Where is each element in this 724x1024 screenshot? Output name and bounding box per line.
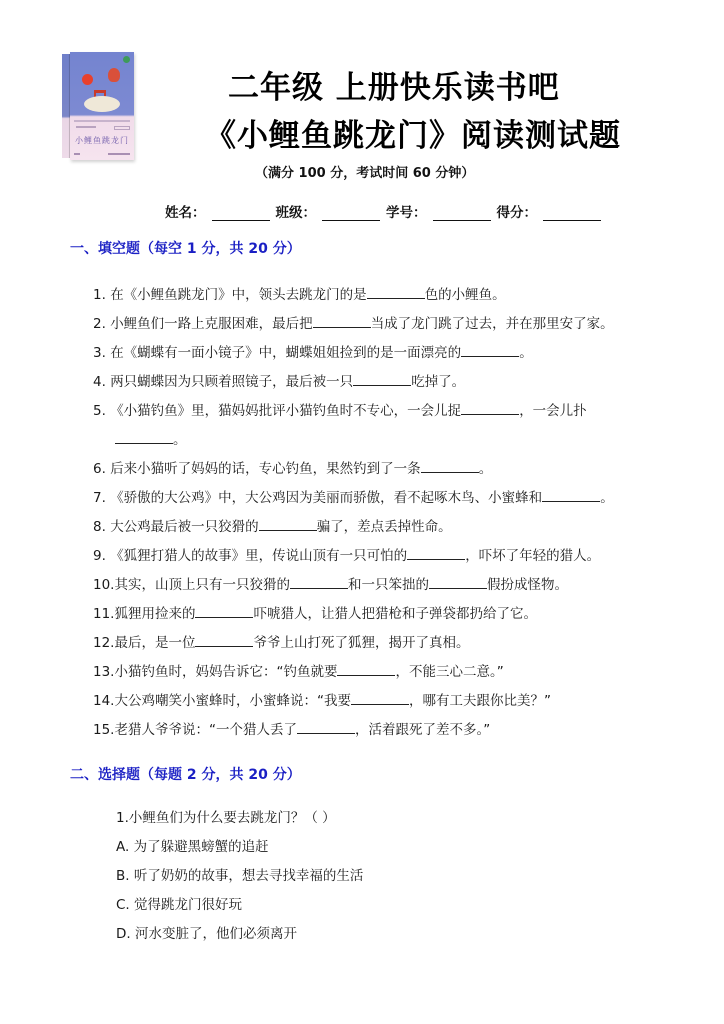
section-heading-multiple-choice: 二、选择题（每题 2 分，共 20 分） <box>70 767 301 783</box>
book-spine <box>62 54 70 158</box>
cloud-icon <box>84 96 120 112</box>
publisher-logo-icon <box>123 56 130 63</box>
fill-question-1: 1. 在《小鲤鱼跳龙门》中，领头去跳龙门的是 色的小鲤鱼。 <box>93 287 506 303</box>
answer-blank[interactable] <box>337 662 395 676</box>
score-blank[interactable] <box>543 206 601 221</box>
fill-question-15: 15.老猎人爷爷说：“一个猎人丢了 ，活着跟死了差不多。” <box>93 722 491 738</box>
book-publisher-line <box>108 153 130 155</box>
section-heading-fill-in: 一、填空题（每空 1 分，共 20 分） <box>70 241 301 257</box>
answer-blank[interactable] <box>407 546 465 560</box>
name-field <box>165 201 270 221</box>
book-publisher-mark <box>74 153 80 155</box>
book-cover-title: 小鲤鱼跳龙门 <box>75 136 129 145</box>
answer-blank[interactable] <box>351 691 409 705</box>
sun-icon <box>82 74 93 85</box>
fill-question-3: 3. 在《蝴蝶有一面小镜子》中，蝴蝶姐姐捡到的是一面漂亮的 。 <box>93 345 533 361</box>
answer-blank[interactable] <box>421 459 479 473</box>
page-title-line2: 《小鲤鱼跳龙门》阅读测试题 <box>205 118 621 154</box>
choice-option-a[interactable]: A. 为了躲避黑螃蟹的追赶 <box>116 839 269 855</box>
answer-blank[interactable] <box>353 372 411 386</box>
fill-question-4: 4. 两只蝴蝶因为只顾着照镜子，最后被一只 吃掉了。 <box>93 374 466 390</box>
student-info-line <box>165 201 607 221</box>
book-series-line <box>74 120 130 122</box>
fill-question-13: 13.小猫钓鱼时，妈妈告诉它：“钓鱼就要 ，不能三心二意。” <box>93 664 504 680</box>
book-front <box>70 52 134 160</box>
book-cover-image <box>62 52 134 160</box>
book-grade-tag <box>114 126 130 130</box>
answer-blank[interactable] <box>461 401 519 415</box>
student-id-label: 学号： <box>386 205 427 221</box>
answer-blank[interactable] <box>461 343 519 357</box>
fill-question-9: 9. 《狐狸打猎人的故事》里，传说山顶有一只可怕的 ，吓坏了年轻的猎人。 <box>93 548 601 564</box>
fill-question-12: 12.最后，是一位 爷爷上山打死了狐狸，揭开了真相。 <box>93 635 470 651</box>
answer-blank[interactable] <box>367 285 425 299</box>
choice-option-c[interactable]: C. 觉得跳龙门很好玩 <box>116 897 243 913</box>
score-label: 得分： <box>496 205 537 221</box>
fill-question-10: 10.其实，山顶上只有一只狡猾的 和一只笨拙的 假扮成怪物。 <box>93 577 568 593</box>
score-field <box>497 201 602 221</box>
answer-blank[interactable] <box>542 488 600 502</box>
choice-option-b[interactable]: B. 听了奶奶的故事，想去寻找幸福的生活 <box>116 868 364 884</box>
fill-question-11: 11.狐狸用捡来的 吓唬猎人，让猎人把猎枪和子弹袋都扔给了它。 <box>93 606 537 622</box>
fill-question-8: 8. 大公鸡最后被一只狡猾的 骗了，差点丢掉性命。 <box>93 519 452 535</box>
answer-blank[interactable] <box>195 604 253 618</box>
choice-question-1-stem: 1.小鲤鱼们为什么要去跳龙门？（ ） <box>116 810 336 826</box>
fill-question-6: 6. 后来小猫听了妈妈的话，专心钓鱼，果然钓到了一条 。 <box>93 461 493 477</box>
class-label: 班级： <box>275 205 316 221</box>
class-blank[interactable] <box>322 206 380 221</box>
fill-question-2: 2. 小鲤鱼们一路上克服困难，最后把 当成了龙门跳了过去，并在那里安了家。 <box>93 316 614 332</box>
carp-icon <box>108 68 120 82</box>
fill-question-5: 5. 《小猫钓鱼》里，猫妈妈批评小猫钓鱼时不专心，一会儿捉 ，一会儿扑 <box>93 403 587 419</box>
choice-option-d[interactable]: D. 河水变脏了，他们必须离开 <box>116 926 297 942</box>
exam-info-subtitle: （满分 100 分，考试时间 60 分钟） <box>255 166 475 181</box>
answer-blank[interactable] <box>429 575 487 589</box>
class-field <box>276 201 381 221</box>
answer-blank[interactable] <box>290 575 348 589</box>
answer-blank[interactable] <box>115 430 173 444</box>
page-title-line1: 二年级 上册快乐读书吧 <box>228 70 560 106</box>
student-id-field <box>386 201 491 221</box>
book-author-line <box>76 126 96 128</box>
student-id-blank[interactable] <box>433 206 491 221</box>
name-blank[interactable] <box>212 206 270 221</box>
name-label: 姓名： <box>165 205 206 221</box>
fill-question-14: 14.大公鸡嘲笑小蜜蜂时，小蜜蜂说：“我要 ，哪有工夫跟你比美？” <box>93 693 551 709</box>
answer-blank[interactable] <box>259 517 317 531</box>
fill-question-5-continued: 。 <box>115 430 187 449</box>
answer-blank[interactable] <box>195 633 253 647</box>
fill-question-7: 7. 《骄傲的大公鸡》中，大公鸡因为美丽而骄傲，看不起啄木鸟、小蜜蜂和 。 <box>93 490 614 506</box>
answer-blank[interactable] <box>313 314 371 328</box>
answer-blank[interactable] <box>297 720 355 734</box>
